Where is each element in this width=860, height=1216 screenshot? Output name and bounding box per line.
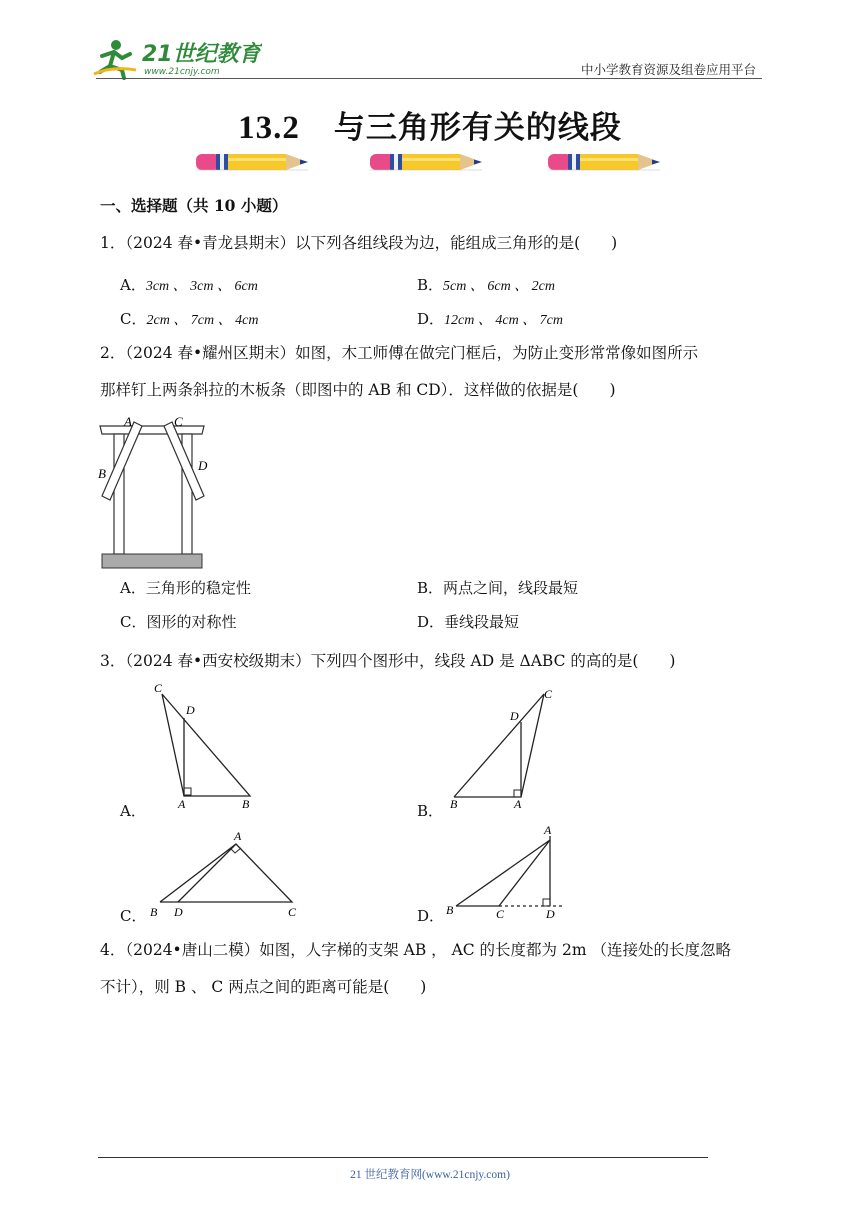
svg-text:B: B — [98, 466, 106, 481]
svg-text:D: D — [546, 907, 555, 921]
question-2-stem-line1: 2．（2024 春•耀州区期末）如图，木工师傅在做完门框后，为防止变形常常像如图所示 — [100, 344, 699, 362]
q3-figure-b — [444, 684, 564, 816]
door-frame-figure — [96, 412, 208, 576]
q3-option-b-label: B． — [417, 802, 444, 820]
svg-text:A: A — [514, 797, 522, 811]
q2-option-b: B．两点之间，线段最短 — [417, 579, 579, 597]
svg-text:D: D — [510, 709, 519, 723]
question-1-stem: 1．（2024 春•青龙县期末）以下列各组线段为边，能组成三角形的是( ) — [100, 234, 618, 252]
svg-text:D: D — [174, 905, 183, 919]
title-text: 与三角形有关的线段 — [333, 110, 622, 146]
pencil-icon — [370, 154, 482, 170]
q1-option-c: C．2cm 、 7cm 、 4cm — [120, 310, 259, 328]
header-divider — [96, 78, 762, 79]
svg-text:B: B — [150, 905, 158, 919]
svg-text:A: A — [234, 829, 242, 843]
q3-option-a-label: A． — [120, 802, 146, 820]
page-title — [0, 102, 860, 147]
svg-text:A: A — [124, 414, 132, 429]
q3-figure-c — [146, 826, 316, 926]
q2-option-d: D．垂线段最短 — [417, 613, 520, 631]
svg-text:C: C — [496, 907, 505, 921]
q3-option-c-label: C． — [120, 907, 147, 925]
site-logo — [92, 36, 262, 80]
pencil-icon — [196, 154, 308, 170]
q3-figure-d — [444, 822, 574, 926]
svg-text:B: B — [450, 797, 458, 811]
question-2-stem-line2: 那样钉上两条斜拉的木板条（即图中的 AB 和 CD）．这样做的依据是( ) — [100, 381, 616, 399]
question-4-stem-line2: 不计），则 B 、 C 两点之间的距离可能是( ) — [100, 978, 427, 996]
svg-text:B: B — [242, 797, 250, 811]
section-heading: 一、选择题（共 10 小题） — [100, 196, 288, 215]
footer-link[interactable]: 21 世纪教育网(www.21cnjy.com) — [350, 1169, 510, 1181]
q2-option-c: C．图形的对称性 — [120, 613, 237, 631]
title-number: 13.2 — [238, 110, 300, 146]
question-3-stem: 3．（2024 春•西安校级期末）下列四个图形中，线段 AD 是 ΔABC 的高的是( ) — [100, 652, 676, 670]
question-4-stem-line1: 4．（2024•唐山二模）如图，人字梯的支架 AB ， AC 的长度都为 2m （连接处的长度忽略 — [100, 941, 731, 959]
svg-text:C: C — [288, 905, 297, 919]
logo-text: 21世纪教育 — [142, 42, 261, 67]
q1-option-d: D．12cm 、 4cm 、 7cm — [417, 310, 564, 328]
svg-text:D: D — [186, 703, 195, 717]
svg-text:C: C — [154, 681, 163, 695]
q3-figure-a — [150, 678, 270, 816]
footer-divider — [98, 1157, 708, 1158]
svg-text:C: C — [174, 414, 183, 429]
logo-url: www.21cnjy.com — [144, 67, 220, 77]
svg-text:C: C — [544, 687, 553, 701]
svg-text:D: D — [198, 458, 208, 473]
q1-option-b: B．5cm 、 6cm 、 2cm — [417, 276, 556, 294]
q1-option-a: A．3cm 、 3cm 、 6cm — [120, 276, 258, 294]
svg-text:A: A — [544, 823, 552, 837]
header-platform-text: 中小学教育资源及组卷应用平台 — [580, 62, 756, 77]
svg-text:B: B — [446, 903, 454, 917]
q3-option-d-label: D． — [417, 907, 445, 925]
q2-option-a: A．三角形的稳定性 — [120, 579, 251, 597]
runner-icon — [94, 40, 136, 78]
svg-text:A: A — [178, 797, 186, 811]
pencil-decoration — [196, 150, 676, 178]
pencil-icon — [548, 154, 660, 170]
